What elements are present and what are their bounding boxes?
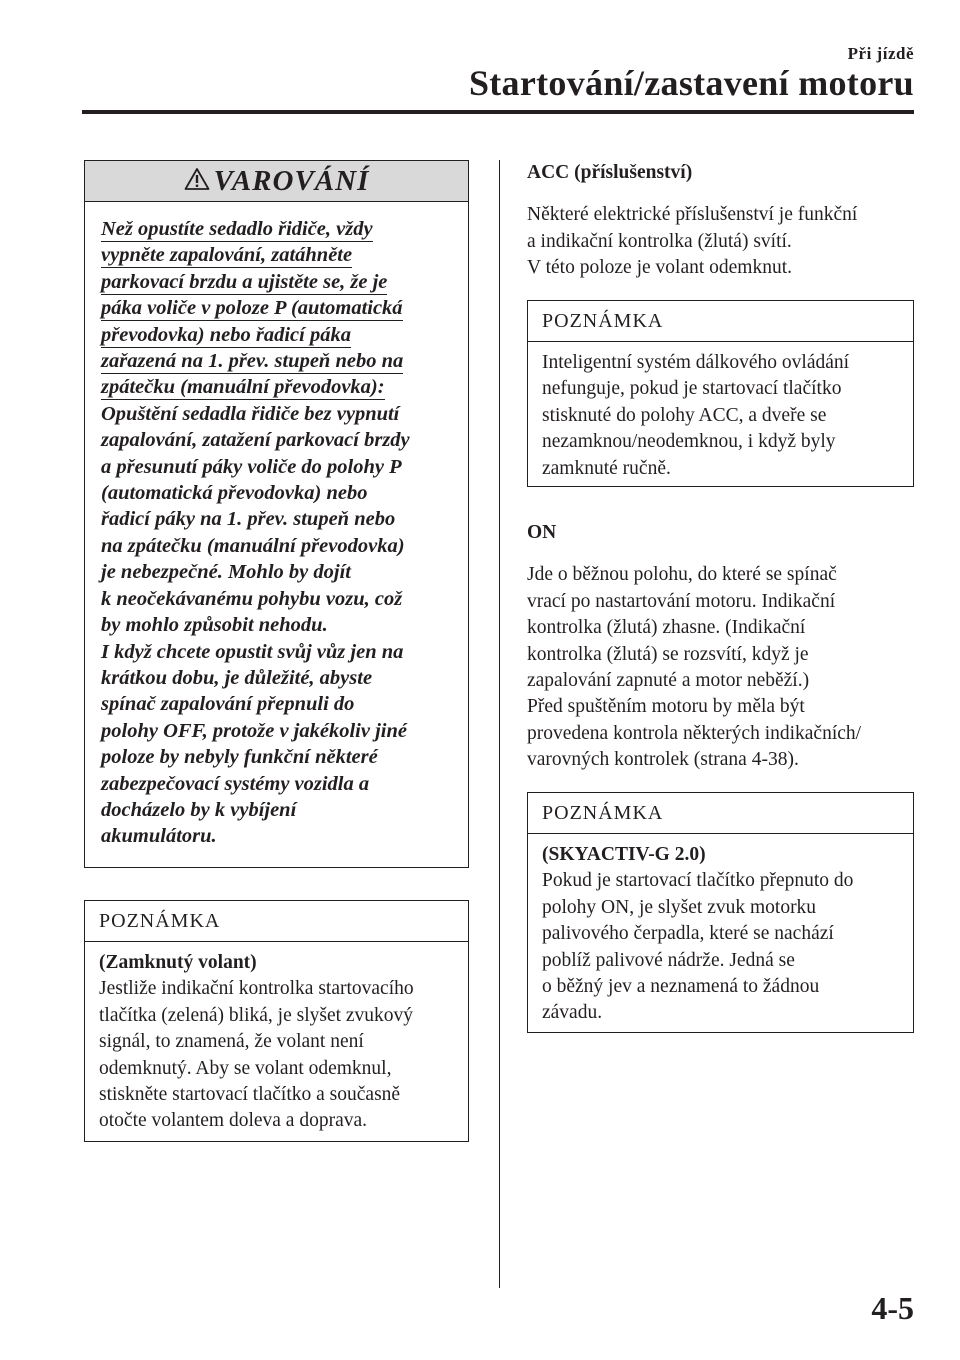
- note-box-steering-lock: [84, 900, 469, 1142]
- acc-line: Některé elektrické příslušenství je funkční: [527, 204, 858, 226]
- acc-line: V této poloze je volant odemknut.: [527, 257, 793, 279]
- warning-line: na zpátečku (manuální převodovka): [101, 534, 405, 557]
- acc-line: a indikační kontrolka (žlutá) svítí.: [527, 230, 792, 252]
- warning-line: Než opustíte sedadlo řidiče, vždy: [101, 218, 373, 240]
- note-subtitle: (Zamknutý volant): [99, 952, 257, 973]
- warning-line: řadicí páky na 1. přev. stupeň nebo: [101, 508, 396, 531]
- note-line: nezamknou/neodemknou, i když byly: [542, 431, 836, 453]
- on-line: kontrolka (žlutá) se rozsvítí, když je: [527, 643, 809, 665]
- note-body: [528, 342, 913, 482]
- warning-box: [84, 160, 469, 868]
- note-line: otočte volantem doleva a doprava.: [99, 1110, 368, 1132]
- on-line: Jde o běžnou polohu, do které se spínač: [527, 564, 837, 586]
- note-title: POZNÁMKA: [528, 301, 913, 342]
- warning-line: I když chcete opustit svůj vůz jen na: [101, 640, 404, 663]
- page-title: Startování/zastavení motoru: [468, 63, 914, 103]
- warning-line: vypněte zapalování, zatáhněte: [101, 244, 353, 267]
- note-line: odemknutý. Aby se volant odemknul,: [99, 1057, 392, 1079]
- note-body: [85, 942, 468, 1135]
- warning-line: polohy OFF, protože v jakékoliv jiné: [101, 719, 407, 742]
- note-line: signál, to znamená, že volant není: [99, 1031, 364, 1053]
- warning-line: akumulátoru.: [101, 825, 217, 848]
- note-line: Jestliže indikační kontrolka startovacího: [99, 978, 414, 1000]
- note-box-acc: [527, 300, 914, 487]
- column-divider: [499, 160, 500, 1288]
- note-title: POZNÁMKA: [528, 793, 913, 834]
- warning-line: parkovací brzdu a ujistěte se, že je: [101, 270, 388, 293]
- on-heading: ON: [527, 522, 557, 543]
- on-section: [527, 520, 861, 774]
- note-body: [528, 834, 913, 1027]
- warning-line: spínač zapalování přepnuli do: [101, 693, 355, 716]
- note-line: Pokud je startovací tlačítko přepnuto do: [542, 870, 854, 892]
- note-line: o běžný jev a neznamená to žádnou: [542, 976, 820, 998]
- warning-line: k neočekávanému pohybu vozu, což: [101, 587, 403, 610]
- warning-line: poloze by nebyly funkční některé: [101, 746, 378, 769]
- note-line: nefunguje, pokud je startovací tlačítko: [542, 378, 842, 400]
- note-line: polohy ON, je slyšet zvuk motorku: [542, 896, 817, 918]
- acc-heading: ACC (příslušenství): [527, 162, 693, 183]
- note-box-skyactiv: [527, 792, 914, 1033]
- note-title: POZNÁMKA: [85, 901, 468, 942]
- note-line: zamknuté ručně.: [542, 457, 671, 479]
- warning-line: zařazená na 1. přev. stupeň nebo na: [101, 350, 404, 373]
- note-line: Inteligentní systém dálkového ovládání: [542, 352, 850, 373]
- note-line: stiskněte startovací tlačítko a současně: [99, 1084, 401, 1106]
- on-line: varovných kontrolek (strana 4-38).: [527, 749, 799, 771]
- warning-line: zpátečku (manuální převodovka):: [101, 376, 385, 399]
- warning-line: a přesunutí páky voliče do polohy P: [101, 455, 402, 478]
- note-line: tlačítka (zelená) bliká, je slyšet zvukový: [99, 1004, 414, 1026]
- section-label: Při jízdě: [847, 44, 914, 63]
- warning-title: VAROVÁNÍ: [213, 164, 370, 197]
- warning-line: (automatická převodovka) nebo: [101, 482, 368, 505]
- page-number: 4-5: [871, 1290, 914, 1326]
- note-line: závadu.: [542, 1002, 603, 1024]
- warning-line: páka voliče v poloze P (automatická: [101, 297, 403, 320]
- on-line: zapalování zapnuté a motor neběží.): [527, 670, 810, 692]
- on-line: provedena kontrola některých indikačních/: [527, 722, 862, 744]
- note-line: palivového čerpadla, které se nachází: [542, 923, 834, 945]
- warning-line: by mohlo způsobit nehodu.: [101, 614, 328, 637]
- warning-line: docházelo by k vybíjení: [101, 798, 297, 821]
- warning-line: Opuštění sedadla řidiče bez vypnutí: [101, 402, 400, 425]
- warning-line: převodovka) nebo řadicí páka: [101, 323, 351, 346]
- header-rule: [82, 110, 914, 114]
- warning-line: je nebezpečné. Mohlo by dojít: [101, 561, 351, 584]
- warning-triangle-icon: [184, 167, 210, 196]
- warning-line: zabezpečovací systémy vozidla a: [101, 772, 370, 795]
- on-line: vrací po nastartování motoru. Indikační: [527, 590, 836, 612]
- note-line: poblíž palivové nádrže. Jedná se: [542, 949, 795, 971]
- warning-text: [85, 202, 468, 850]
- acc-section: [527, 160, 857, 282]
- warning-header: [85, 161, 468, 202]
- on-line: Před spuštěním motoru by měla být: [527, 696, 805, 718]
- warning-line: zapalování, zatažení parkovací brzdy: [101, 429, 410, 452]
- note-line: stisknuté do polohy ACC, a dveře se: [542, 404, 827, 426]
- on-line: kontrolka (žlutá) zhasne. (Indikační: [527, 617, 806, 639]
- warning-line: krátkou dobu, je důležité, abyste: [101, 666, 373, 689]
- note-subtitle: (SKYACTIV-G 2.0): [542, 844, 706, 865]
